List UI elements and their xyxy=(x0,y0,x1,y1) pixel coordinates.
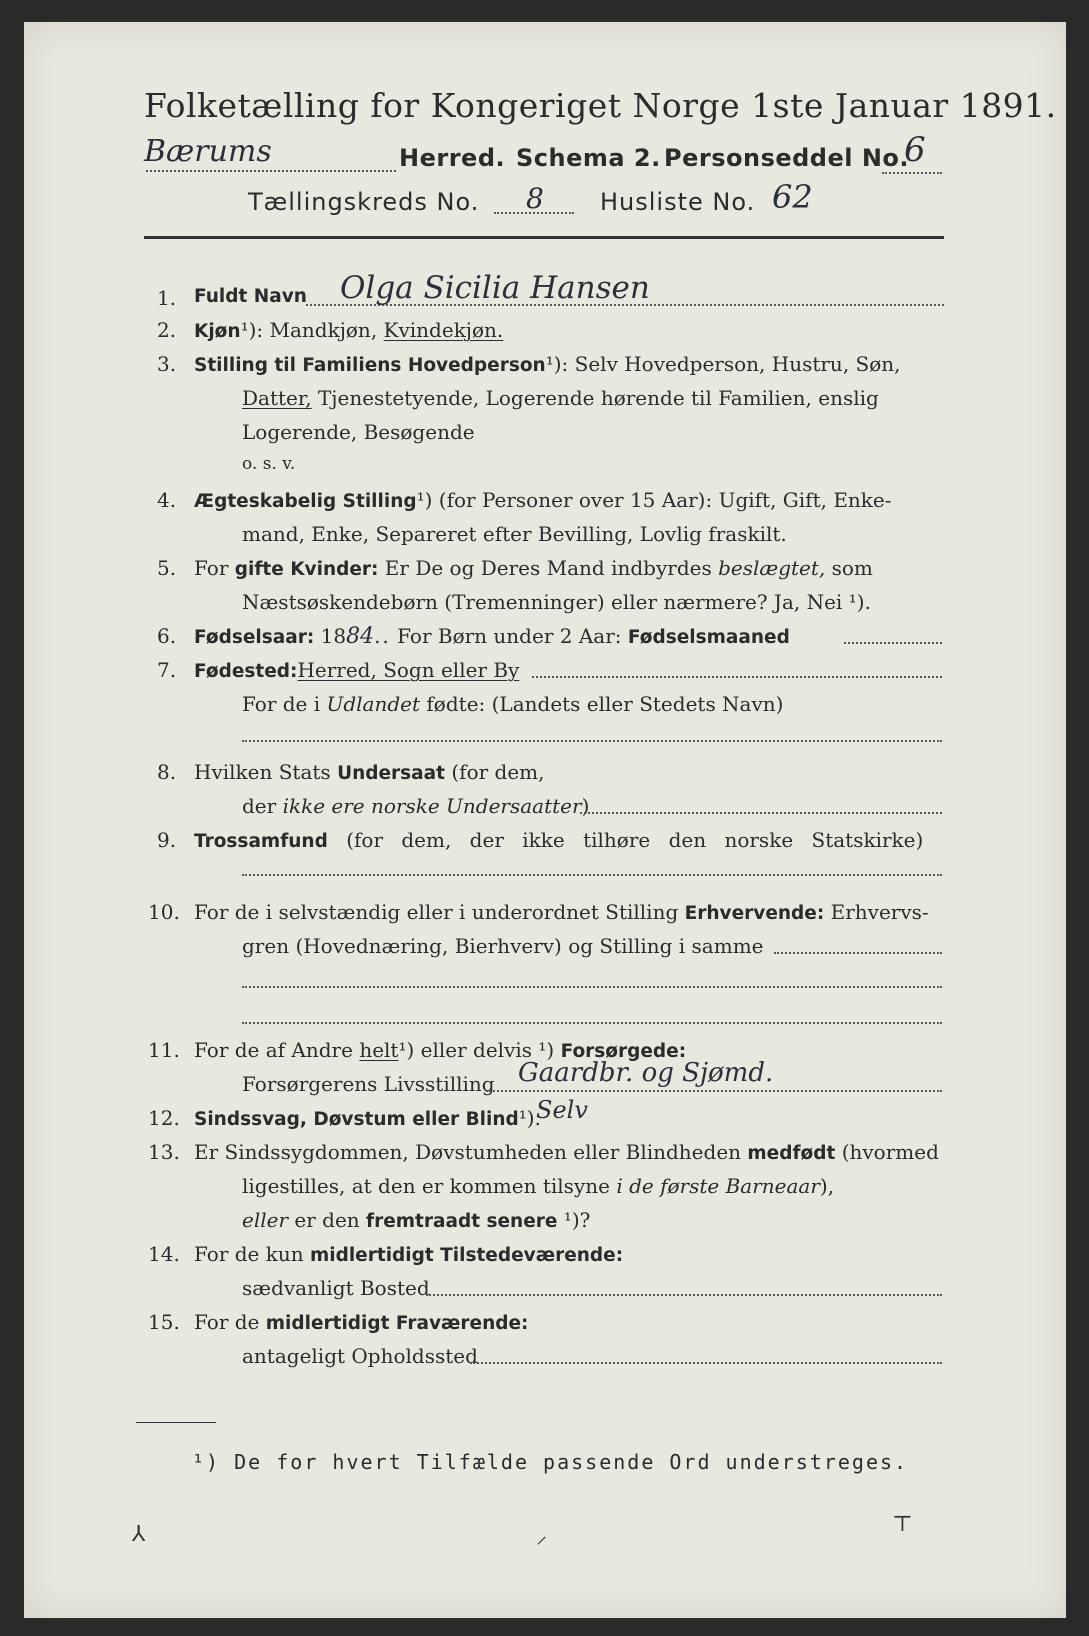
q10-line1: For de i selvstændig eller i underordnet Stilling Erhvervende: Erhvervs- xyxy=(194,900,929,924)
q13-number: 13. xyxy=(148,1140,180,1164)
husliste-label: Husliste No. xyxy=(600,188,756,216)
q8-line2: der ikke ere norske Undersaatter) xyxy=(242,794,590,818)
q6-line: Fødselsaar: 1884.. For Børn under 2 Aar: Fødselsmaaned xyxy=(194,624,790,649)
q5-line1: For gifte Kvinder: Er De og Deres Mand indbyrdes beslægtet, som xyxy=(194,556,873,580)
footnote-rule xyxy=(136,1422,216,1423)
q12-number: 12. xyxy=(148,1106,180,1130)
pen-mark-right: ⊤ xyxy=(892,1512,913,1537)
q3-number: 3. xyxy=(157,352,177,376)
q13-line3: eller er den fremtraadt senere ¹)? xyxy=(242,1208,591,1232)
q3-line2: Datter, Tjenestetyende, Logerende hørende til Familien, enslig xyxy=(242,386,879,410)
q2-number: 2. xyxy=(157,318,177,342)
footnote: ¹) De for hvert Tilfælde passende Ord understreges. xyxy=(192,1450,909,1474)
herred-label: Herred. xyxy=(399,144,506,172)
q4-number: 4. xyxy=(157,488,177,512)
q11-line2: Forsørgerens Livsstilling xyxy=(242,1072,495,1096)
q3-line1: Stilling til Familiens Hovedperson¹): Selv Hovedperson, Hustru, Søn, xyxy=(194,352,901,376)
kreds-label: Tællingskreds No. xyxy=(248,188,480,216)
q13-line1: Er Sindssygdommen, Døvstumheden eller Blindheden medfødt (hvormed xyxy=(194,1140,939,1164)
q8-line1: Hvilken Stats Undersaat (for dem, xyxy=(194,760,545,784)
q1-number: 1. xyxy=(157,286,177,310)
q3-line4: o. s. v. xyxy=(242,454,296,474)
husliste-value: 62 xyxy=(772,178,813,216)
q2-selected-option: Kvindekjøn. xyxy=(383,318,504,342)
census-form-page xyxy=(24,22,1066,1618)
q6-birth-year: 84 xyxy=(346,624,375,649)
herred-value: Bærums xyxy=(144,134,272,169)
q12-line1: Sindssvag, Døvstum eller Blind¹). xyxy=(194,1106,541,1130)
pen-mark-center: ⸝ xyxy=(536,1524,548,1549)
q14-line2: sædvanligt Bosted xyxy=(242,1276,430,1300)
form-title: Folketælling for Kongeriget Norge 1ste Januar 1891. xyxy=(144,86,1057,125)
q1-full-name: Olga Sicilia Hansen xyxy=(340,270,650,306)
header-rule xyxy=(144,236,944,239)
q11-provider-occupation: Gaardbr. og Sjømd. xyxy=(518,1058,774,1088)
q9-number: 9. xyxy=(157,828,177,852)
q11-number: 11. xyxy=(148,1038,180,1062)
q5-number: 5. xyxy=(157,556,177,580)
q9-line1: Trossamfund (for dem, der ikke tilhøre den norske Statskirke) xyxy=(194,828,924,852)
q8-number: 8. xyxy=(157,760,177,784)
q15-line1: For de midlertidigt Fraværende: xyxy=(194,1310,529,1334)
pen-mark-left: ⅄ xyxy=(132,1522,146,1547)
personseddel-value: 6 xyxy=(904,130,926,170)
q2-text: Kjøn¹): Mandkjøn, Kvindekjøn. xyxy=(194,318,504,342)
q7-line2: For de i Udlandet fødte: (Landets eller Stedets Navn) xyxy=(242,692,784,716)
q7-number: 7. xyxy=(157,658,177,682)
q5-line2: Næstsøskendebørn (Tremenninger) eller nærmere? Ja, Nei ¹). xyxy=(242,590,871,614)
q10-number: 10. xyxy=(148,900,180,924)
q13-line2: ligestilles, at den er kommen tilsyne i de første Barneaar), xyxy=(242,1174,835,1198)
q1-label: Fuldt Navn xyxy=(194,286,307,307)
q4-line1: Ægteskabelig Stilling¹) (for Personer over 15 Aar): Ugift, Gift, Enke- xyxy=(194,488,892,512)
q10-line2: gren (Hovednæring, Bierhverv) og Stilling i samme xyxy=(242,934,764,958)
q7-line1: Fødested:Herred, Sogn eller By xyxy=(194,658,520,682)
q3-line3: Logerende, Besøgende xyxy=(242,420,475,444)
schema-label: Schema 2. xyxy=(516,144,661,172)
q6-number: 6. xyxy=(157,624,177,648)
q14-line1: For de kun midlertidigt Tilstedeværende: xyxy=(194,1242,624,1266)
kreds-value: 8 xyxy=(526,182,544,215)
q11-line1: For de af Andre helt¹) eller delvis ¹) Forsørgede: xyxy=(194,1038,687,1062)
q3-selected-option: Datter, xyxy=(242,386,312,410)
q15-number: 15. xyxy=(148,1310,180,1334)
q14-number: 14. xyxy=(148,1242,180,1266)
q15-line2: antageligt Opholdssted xyxy=(242,1344,478,1368)
q12-value: Selv xyxy=(536,1096,588,1124)
personseddel-label: Personseddel No. xyxy=(664,144,910,172)
q4-line2: mand, Enke, Separeret efter Bevilling, Lovlig fraskilt. xyxy=(242,522,787,546)
